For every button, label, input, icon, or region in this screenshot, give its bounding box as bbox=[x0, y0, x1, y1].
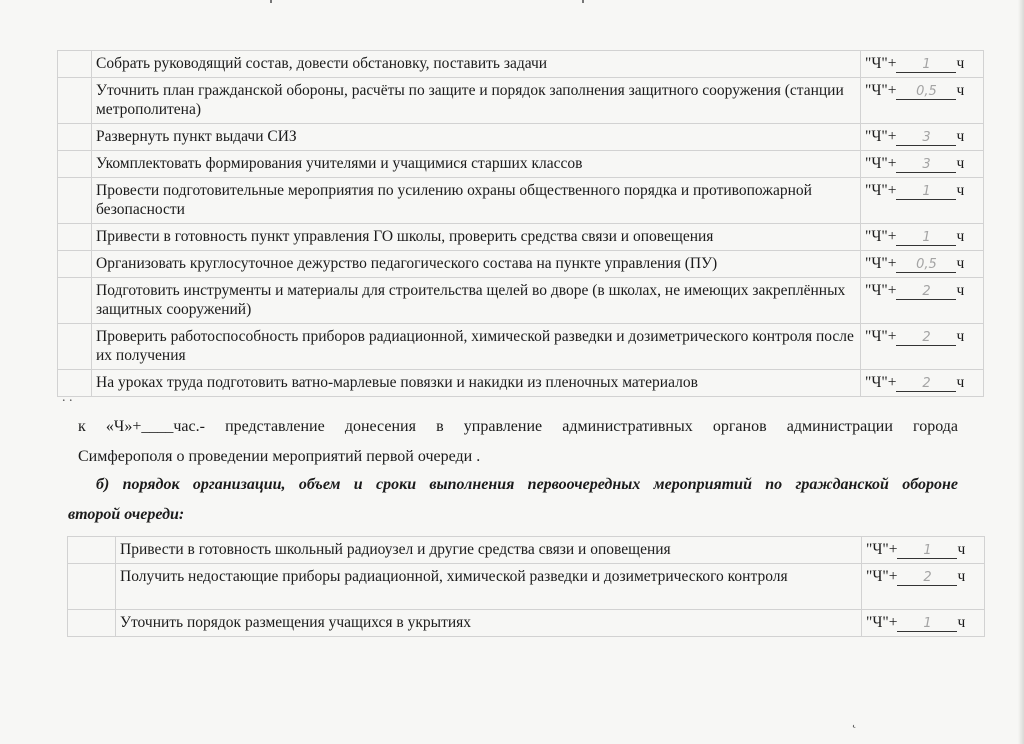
row-number-cell bbox=[58, 178, 92, 224]
time-cell: "Ч"+ 2 ч bbox=[861, 324, 984, 370]
row-number-cell bbox=[68, 610, 116, 637]
time-cell: "Ч"+ 1 ч bbox=[862, 537, 985, 564]
handwritten-hours: 1 bbox=[896, 58, 956, 73]
task-cell: Развернуть пункт выдачи СИЗ bbox=[92, 124, 861, 151]
first-stage-measures-table bbox=[57, 50, 984, 397]
time-cell: "Ч"+ 1 ч bbox=[861, 224, 984, 251]
task-cell: Уточнить план гражданской обороны, расчёты по защите и порядок заполнения защитного сооружения (станции метрополитена) bbox=[92, 78, 861, 124]
time-cell: "Ч"+ 3 ч bbox=[861, 124, 984, 151]
task-cell: Собрать руководящий состав, довести обстановку, поставить задачи bbox=[92, 51, 861, 78]
time-cell: "Ч"+ 2 ч bbox=[862, 564, 985, 610]
table-row bbox=[68, 537, 985, 564]
handwritten-hours: 1 bbox=[897, 617, 957, 632]
handwritten-hours: 2 bbox=[896, 285, 956, 300]
table-row bbox=[58, 224, 984, 251]
row-number-cell bbox=[68, 537, 116, 564]
time-cell: "Ч"+ 1 ч bbox=[861, 51, 984, 78]
task-cell: Привести в готовность пункт управления ГО школы, проверить средства связи и оповещения bbox=[92, 224, 861, 251]
report-line-2: Симферополя о проведении мероприятий первой очереди . bbox=[78, 448, 481, 465]
handwritten-hours: 1 bbox=[896, 231, 956, 246]
scan-top-marks bbox=[270, 0, 590, 3]
task-cell: Получить недостающие приборы радиационной, химической разведки и дозиметрического контроля bbox=[116, 564, 862, 610]
scan-mark: ˛ bbox=[852, 714, 857, 729]
row-number-cell bbox=[58, 324, 92, 370]
section-b-heading-line-1: б) порядок организации, объем и сроки выполнения первоочередных мероприятий по гражданской обороне bbox=[96, 476, 958, 493]
row-number-cell bbox=[58, 278, 92, 324]
time-cell: "Ч"+ 2 ч bbox=[861, 278, 984, 324]
table-row bbox=[58, 178, 984, 224]
report-paragraph bbox=[78, 412, 958, 472]
handwritten-hours: 2 bbox=[896, 331, 956, 346]
handwritten-hours: 3 bbox=[896, 158, 956, 173]
handwritten-hours: 2 bbox=[897, 571, 957, 586]
task-cell: Проверить работоспособность приборов радиационной, химической разведки и дозиметрического контроля после их получения bbox=[92, 324, 861, 370]
handwritten-hours: 1 bbox=[896, 185, 956, 200]
handwritten-hours: 3 bbox=[896, 131, 956, 146]
scan-edge bbox=[1018, 0, 1024, 744]
row-number-cell bbox=[58, 78, 92, 124]
margin-dots: . . bbox=[62, 390, 73, 405]
row-number-cell bbox=[58, 51, 92, 78]
section-b-heading-line-2: второй очереди: bbox=[68, 506, 185, 523]
time-cell: "Ч"+ 0,5 ч bbox=[861, 251, 984, 278]
handwritten-hours: 0,5 bbox=[896, 85, 956, 100]
time-cell: "Ч"+ 3 ч bbox=[861, 151, 984, 178]
task-cell: Уточнить порядок размещения учащихся в укрытиях bbox=[116, 610, 862, 637]
second-stage-measures-table bbox=[67, 536, 985, 637]
table-row bbox=[58, 78, 984, 124]
table-row bbox=[58, 278, 984, 324]
table-row bbox=[58, 124, 984, 151]
task-cell: Провести подготовительные мероприятия по усилению охраны общественного порядка и противопожарной безопасности bbox=[92, 178, 861, 224]
time-cell: "Ч"+ 0,5 ч bbox=[861, 78, 984, 124]
task-cell: Организовать круглосуточное дежурство педагогического состава на пункте управления (ПУ) bbox=[92, 251, 861, 278]
table-row bbox=[58, 251, 984, 278]
table-row bbox=[58, 324, 984, 370]
task-cell: Привести в готовность школьный радиоузел и другие средства связи и оповещения bbox=[116, 537, 862, 564]
task-cell: Подготовить инструменты и материалы для строительства щелей во дворе (в школах, не имеющих закреплённых защитных сооружений) bbox=[92, 278, 861, 324]
row-number-cell bbox=[58, 151, 92, 178]
table-row bbox=[68, 564, 985, 610]
task-cell: Укомплектовать формирования учителями и учащимися старших классов bbox=[92, 151, 861, 178]
section-b-heading bbox=[68, 470, 958, 530]
time-cell: "Ч"+ 2 ч bbox=[861, 370, 984, 397]
handwritten-hours: 0,5 bbox=[896, 258, 956, 273]
table-row bbox=[58, 51, 984, 78]
report-line-1: к «Ч»+____час.- представление донесения в управление административных органов администрации города bbox=[78, 418, 958, 435]
row-number-cell bbox=[58, 124, 92, 151]
time-cell: "Ч"+ 1 ч bbox=[862, 610, 985, 637]
time-cell: "Ч"+ 1 ч bbox=[861, 178, 984, 224]
table-row bbox=[58, 151, 984, 178]
handwritten-hours: 2 bbox=[896, 377, 956, 392]
table-row bbox=[68, 610, 985, 637]
handwritten-hours: 1 bbox=[897, 544, 957, 559]
row-number-cell bbox=[68, 564, 116, 610]
row-number-cell bbox=[58, 224, 92, 251]
row-number-cell bbox=[58, 251, 92, 278]
task-cell: На уроках труда подготовить ватно-марлевые повязки и накидки из пленочных материалов bbox=[92, 370, 861, 397]
table-row bbox=[58, 370, 984, 397]
